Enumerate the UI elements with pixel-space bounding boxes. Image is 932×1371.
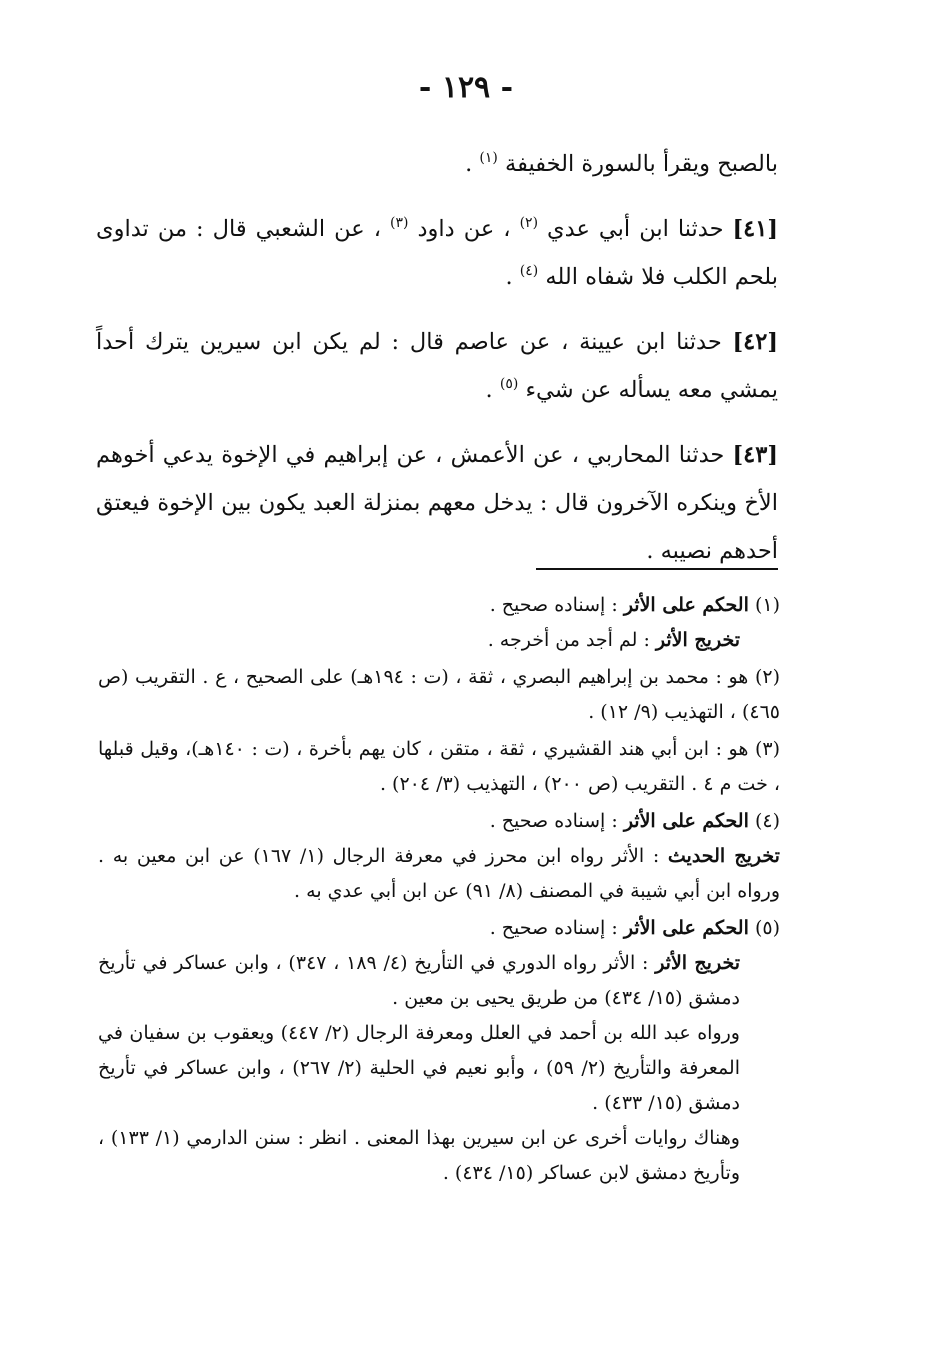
athar-number: [٤١]: [732, 216, 778, 242]
footnote-number: (٤): [754, 810, 780, 832]
main-text: [96, 140, 778, 575]
athar-41: [٤١] حدثنا ابن أبي عدي $^{(٢)}$ ، عن داود $^{(٣)}$ ، عن الشعبي قال : من تداوى بلحم الكلب فلا شفاه الله $^{(٤)}$ .: [96, 215, 778, 290]
footnote-ref[interactable]: (١): [479, 150, 498, 166]
athar-number: [٤٢]: [732, 329, 778, 355]
athar-43: [٤٣] حدثنا المحاربي ، عن الأعمش ، عن إبراهيم في الإخوة يدعي أخوهم الأخ وينكره الآخرون قال : يدخل معهم بمنزلة العبد يكون بين الإخوة فيعتق أحدهم نصيبه .: [96, 442, 778, 564]
paragraph-continuation: بالصبح ويقرأ بالسورة الخفيفة $^{(١)}$ .: [465, 150, 778, 177]
footnote-ref[interactable]: (٢): [519, 215, 539, 231]
footnote-ref[interactable]: (٣): [390, 215, 409, 231]
footnote-1: (١) الحكم على الأثر : إسناده صحيح . تخريج الأثر : لم أجد من أخرجه .: [487, 594, 780, 651]
footnote-3: (٣) هو : ابن أبي هند القشيري ، ثقة ، متقن ، كان يهم بأخرة ، (ت : ١٤٠هـ)، وقيل قبلها ، خت م ٤ . التقريب (ص ٢٠٠) ، التهذيب (٣/ ٢٠٤) .: [98, 738, 780, 795]
footnote-ref[interactable]: (٤): [519, 263, 539, 279]
page-number: - ١٢٩ -: [418, 70, 514, 105]
athar-number: [٤٣]: [732, 442, 778, 468]
footnote-ref[interactable]: (٥): [499, 376, 519, 392]
footnote-number: (٣): [754, 738, 780, 760]
footnote-5: (٥) الحكم على الأثر : إسناده صحيح . تخريج الأثر : الأثر رواه الدوري في التأريخ (٤/ ١٨٩ ، ٣٤٧) ، وابن عساكر في تأريخ دمشق (١٥/ ٤٣٤) من طريق يحيى بن معين . ورواه عبد الله بن أحمد في العلل ومعرفة الرجال (٢/ ٤٤٧) ويعقوب بن سفيان في المعرفة والتأريخ (٢/ ٥٩) ، وأبو نعيم في الحلية (٢/ ٢٦٧) ، وابن عساكر في تأريخ دمشق (١٥/ ٤٣٣) . وهناك روايات أخرى عن ابن سيرين بهذا المعنى . انظر : سنن الدارمي (١/ ١٣٣) ، وتأريخ دمشق لابن عساكر (١٥/ ٤٣٤) .: [98, 917, 780, 1184]
footnote-4: (٤) الحكم على الأثر : إسناده صحيح . تخريج الحديث : الأثر رواه ابن محرز في معرفة الرجال (١/ ١٦٧) عن ابن معين به . ورواه ابن أبي شيبة في المصنف (٨/ ٩١) عن ابن أبي عدي به .: [98, 810, 780, 902]
athar-42: [٤٢] حدثنا ابن عيينة ، عن عاصم قال : لم يكن ابن سيرين يترك أحداً يمشي معه يسأله عن شيء $^{(٥)}$ .: [96, 329, 778, 403]
footnote-2: (٢) هو : محمد بن إبراهيم البصري ، ثقة ، (ت : ١٩٤هـ) على الصحيح ، ع . التقريب (ص ٤٦٥) ، التهذيب (٩/ ١٢) .: [98, 666, 780, 723]
footnote-number: (١): [754, 594, 780, 616]
footnote-number: (٥): [754, 917, 780, 939]
footnote-number: (٢): [754, 666, 780, 688]
footnote-divider: [536, 568, 778, 570]
footnotes: [98, 588, 780, 1191]
